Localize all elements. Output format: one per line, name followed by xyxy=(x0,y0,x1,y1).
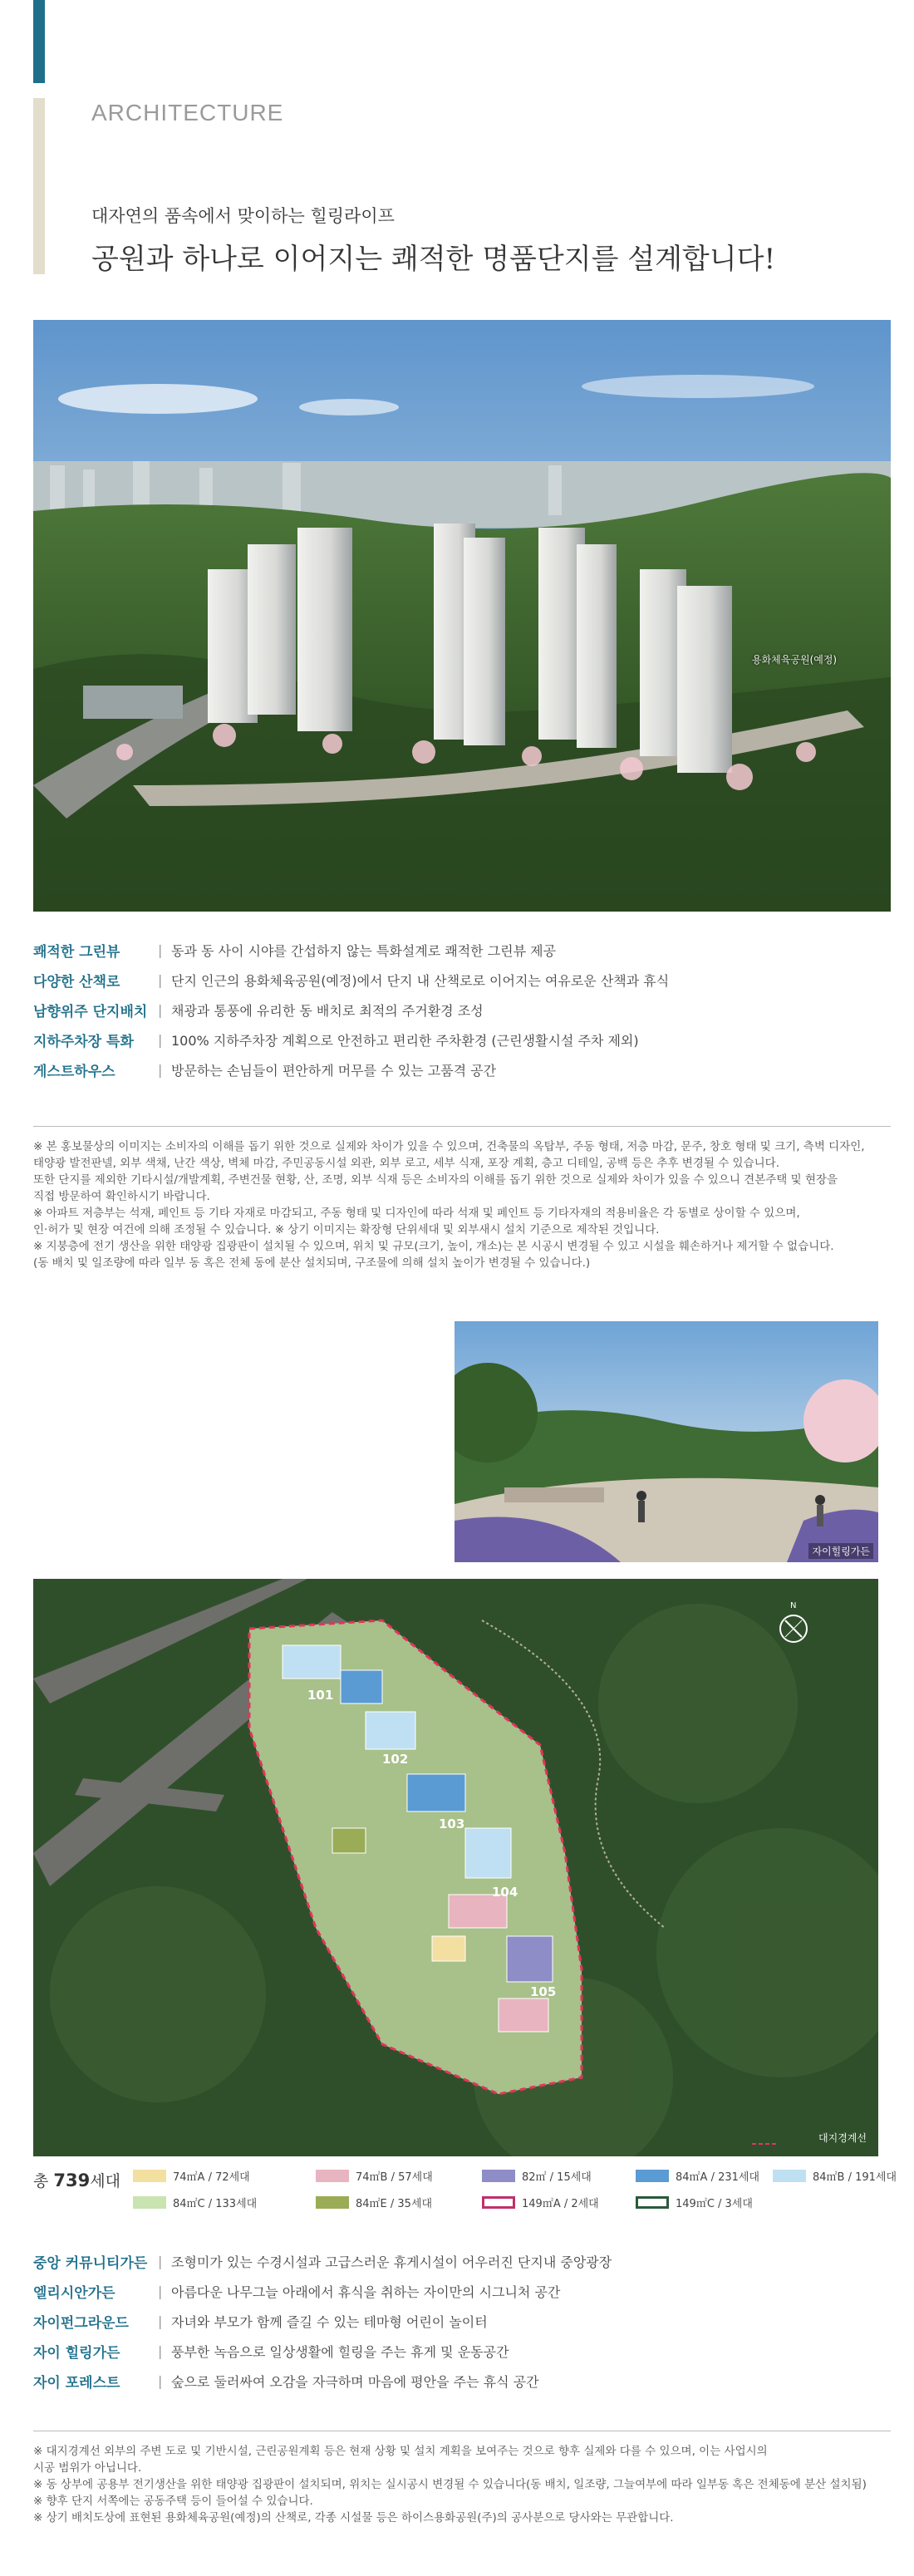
feature-desc: 숲으로 둘러싸여 오감을 자극하며 마음에 평안을 주는 휴식 공간 xyxy=(171,2373,539,2390)
unit-swatch xyxy=(636,2196,669,2209)
note-line: ※ 동 상부에 공용부 전기생산을 위한 태양광 집광판이 설치되며, 위치는 실시공시 변경될 수 있습니다(동 배치, 일조량, 그늘여부에 따라 일부동 혹은 전체동에 분산 설치됨) xyxy=(33,2478,867,2491)
note-line: 인·허가 및 현장 여건에 의해 조정될 수 있습니다. ※ 상기 이미지는 확장형 단위세대 및 외부새시 설치 기준으로 제작된 것입니다. xyxy=(33,1223,660,1236)
unit-label: 84㎡E / 35세대 xyxy=(356,2198,433,2210)
unit-label: 74㎡B / 57세대 xyxy=(356,2171,433,2184)
feature-name: 쾌적한 그린뷰 xyxy=(33,943,120,961)
unit-legend-item xyxy=(636,2168,759,2184)
boundary-legend: 대지경계선 xyxy=(818,2132,867,2144)
note-line: ※ 향후 단지 서쪽에는 공동주택 등이 들어설 수 있습니다. xyxy=(33,2495,313,2508)
unit-legend-item xyxy=(316,2168,433,2184)
feature-list-bottom xyxy=(33,2246,891,2396)
feature-list-top xyxy=(33,935,891,1084)
unit-legend-item xyxy=(133,2195,257,2210)
feature-desc: 아름다운 나무그늘 아래에서 휴식을 취하는 자이만의 시그니처 공간 xyxy=(171,2283,561,2300)
unit-label: 149㎡C / 3세대 xyxy=(676,2198,753,2210)
building-label: 104 xyxy=(492,1885,518,1900)
feature-name: 자이펀그라운드 xyxy=(33,2314,129,2332)
feature-desc: 채광과 통풍에 유리한 동 배치로 최적의 주거환경 조성 xyxy=(171,1002,484,1019)
section-label: ARCHITECTURE xyxy=(91,100,284,125)
unit-swatch xyxy=(316,2170,349,2182)
unit-swatch xyxy=(482,2196,515,2209)
feature-row xyxy=(33,1025,891,1054)
aerial-render-image xyxy=(33,320,891,912)
feature-row xyxy=(33,1054,891,1084)
accent-bar-beige xyxy=(33,98,45,274)
note-line: ※ 지붕층에 전기 생산을 위한 태양광 집광판이 설치될 수 있으며, 위치 및 규모(크기, 높이, 개소)는 본 시공시 변경될 수 있고 시설을 훼손하거나 제거할 수 없습니다. xyxy=(33,1240,834,1253)
feature-row xyxy=(33,995,891,1025)
unit-label: 74㎡A / 72세대 xyxy=(173,2171,250,2184)
building-label: 102 xyxy=(382,1752,409,1767)
unit-swatch xyxy=(133,2196,166,2209)
unit-label: 84㎡A / 231세대 xyxy=(676,2171,760,2184)
note-line: ※ 상기 배치도상에 표현된 용화체육공원(예정)의 산책로, 각종 시설물 등은 하이스용화공원(주)의 공사분으로 당사와는 무관합니다. xyxy=(33,2511,674,2524)
building-label: 105 xyxy=(530,1984,557,1999)
note-line: (동 배치 및 일조량에 따라 일부 동 혹은 전체 동에 분산 설치되며, 구조물에 의해 설치 높이가 변경될 수 있습니다.) xyxy=(33,1256,591,1270)
feature-row xyxy=(33,2366,891,2396)
feature-name: 게스트하우스 xyxy=(33,1063,115,1080)
feature-divider: | xyxy=(158,2253,163,2269)
feature-name: 다양한 산책로 xyxy=(33,973,120,991)
note-line: 태양광 발전판넬, 외부 색채, 난간 색상, 벽체 마감, 주민공동시설 외관, 외부 로고, 세부 식재, 포장 계획, 층고 디테일, 공백 등은 추후 변경될 수 있습니다. xyxy=(33,1157,779,1170)
note-line: ※ 본 홍보물상의 이미지는 소비자의 이해를 돕기 위한 것으로 실제와 차이가 있을 수 있으며, 건축물의 옥탑부, 주동 형태, 저층 마감, 문주, 창호 형태 및 크기, 측벽 디자인, xyxy=(33,1140,865,1153)
feature-desc: 동과 동 사이 시야를 간섭하지 않는 특화설계로 쾌적한 그린뷰 제공 xyxy=(171,942,557,959)
disclaimer-notes-bottom xyxy=(33,2431,891,2526)
unit-swatch xyxy=(773,2170,806,2182)
note-line: 또한 단지를 제외한 기타시설/개발계획, 주변건물 현황, 산, 조명, 외부 식재 등은 소비자의 이해를 돕기 위한 것으로 실제와 차이가 있을 수 있으니 견본주택 및 현장을 xyxy=(33,1173,838,1187)
building-label: 103 xyxy=(439,1816,465,1831)
feature-divider: | xyxy=(158,1001,163,1018)
note-line: 시공 범위가 아닙니다. xyxy=(33,2461,142,2475)
unit-legend-item xyxy=(133,2168,250,2184)
feature-name: 중앙 커뮤니티가든 xyxy=(33,2254,148,2272)
feature-divider: | xyxy=(158,2372,163,2389)
healing-garden-image xyxy=(455,1321,878,1562)
unit-swatch xyxy=(636,2170,669,2182)
feature-row xyxy=(33,935,891,965)
feature-divider: | xyxy=(158,2342,163,2359)
feature-divider: | xyxy=(158,1061,163,1078)
unit-swatch xyxy=(133,2170,166,2182)
feature-desc: 풍부한 녹음으로 일상생활에 힐링을 주는 휴게 및 운동공간 xyxy=(171,2343,509,2360)
aerial-caption: 용화체육공원(예정) xyxy=(752,654,838,666)
feature-divider: | xyxy=(158,971,163,988)
note-line: ※ 대지경계선 외부의 주변 도로 및 기반시설, 근린공원계획 등은 현재 상황 및 설치 계획을 보여주는 것으로 향후 실제와 다를 수 있으며, 이는 사업시의 xyxy=(33,2445,768,2458)
page-subtitle: 대자연의 품속에서 맞이하는 힐링라이프 xyxy=(91,206,395,226)
total-suffix: 세대 xyxy=(90,2172,120,2190)
note-line: ※ 아파트 저층부는 석재, 페인트 등 기타 자재로 마감되고, 주동 형태 및 디자인에 따라 석재 및 페인트 등 기타자재의 적용비율은 각 동별로 상이할 수 있으며, xyxy=(33,1207,800,1220)
feature-desc: 100% 지하주차장 계획으로 안전하고 편리한 주차환경 (근린생활시설 주차 제외) xyxy=(171,1032,639,1049)
page-headline: 공원과 하나로 이어지는 쾌적한 명품단지를 설계합니다! xyxy=(91,243,776,276)
note-line: 직접 방문하여 확인하시기 바랍니다. xyxy=(33,1190,210,1203)
feature-desc: 단지 인근의 용화체육공원(예정)에서 단지 내 산책로로 이어지는 여유로운 산책과 휴식 xyxy=(171,972,670,989)
feature-row xyxy=(33,2306,891,2336)
feature-divider: | xyxy=(158,2313,163,2329)
unit-legend-item xyxy=(773,2168,897,2184)
feature-divider: | xyxy=(158,1031,163,1048)
feature-divider: | xyxy=(158,2283,163,2299)
feature-row xyxy=(33,2336,891,2366)
feature-row xyxy=(33,2246,891,2276)
feature-desc: 방문하는 손님들이 편안하게 머무를 수 있는 고품격 공간 xyxy=(171,1062,497,1079)
unit-label: 84㎡C / 133세대 xyxy=(173,2198,258,2210)
feature-name: 남향위주 단지배치 xyxy=(33,1003,148,1020)
unit-label: 149㎡A / 2세대 xyxy=(522,2198,599,2210)
total-units xyxy=(33,2169,120,2191)
site-plan-map xyxy=(33,1579,878,2156)
disclaimer-notes-top xyxy=(33,1126,891,1271)
total-prefix: 총 xyxy=(33,2172,49,2190)
feature-divider: | xyxy=(158,941,163,958)
feature-desc: 조형미가 있는 수경시설과 고급스러운 휴게시설이 어우러진 단지내 중앙광장 xyxy=(171,2254,612,2270)
unit-swatch xyxy=(316,2196,349,2209)
unit-swatch xyxy=(482,2170,515,2182)
feature-name: 자이 포레스트 xyxy=(33,2374,120,2392)
unit-legend xyxy=(33,2165,897,2223)
unit-legend-item xyxy=(316,2195,432,2210)
feature-name: 지하주차장 특화 xyxy=(33,1033,134,1050)
building-label: 101 xyxy=(307,1688,334,1703)
unit-legend-item xyxy=(482,2195,599,2210)
feature-row xyxy=(33,965,891,995)
total-value: 739 xyxy=(53,2170,91,2190)
feature-name: 자이 힐링가든 xyxy=(33,2344,120,2362)
accent-bar-blue xyxy=(33,0,45,83)
garden-caption: 자이힐링가든 xyxy=(808,1543,873,1559)
feature-desc: 자녀와 부모가 함께 즐길 수 있는 테마형 어린이 놀이터 xyxy=(171,2313,488,2330)
unit-legend-item xyxy=(482,2168,592,2184)
unit-legend-item xyxy=(636,2195,753,2210)
feature-name: 엘리시안가든 xyxy=(33,2284,115,2302)
unit-label: 84㎡B / 191세대 xyxy=(813,2171,897,2184)
feature-row xyxy=(33,2276,891,2306)
north-symbol: N xyxy=(790,1601,797,1610)
unit-label: 82㎡ / 15세대 xyxy=(522,2171,592,2184)
